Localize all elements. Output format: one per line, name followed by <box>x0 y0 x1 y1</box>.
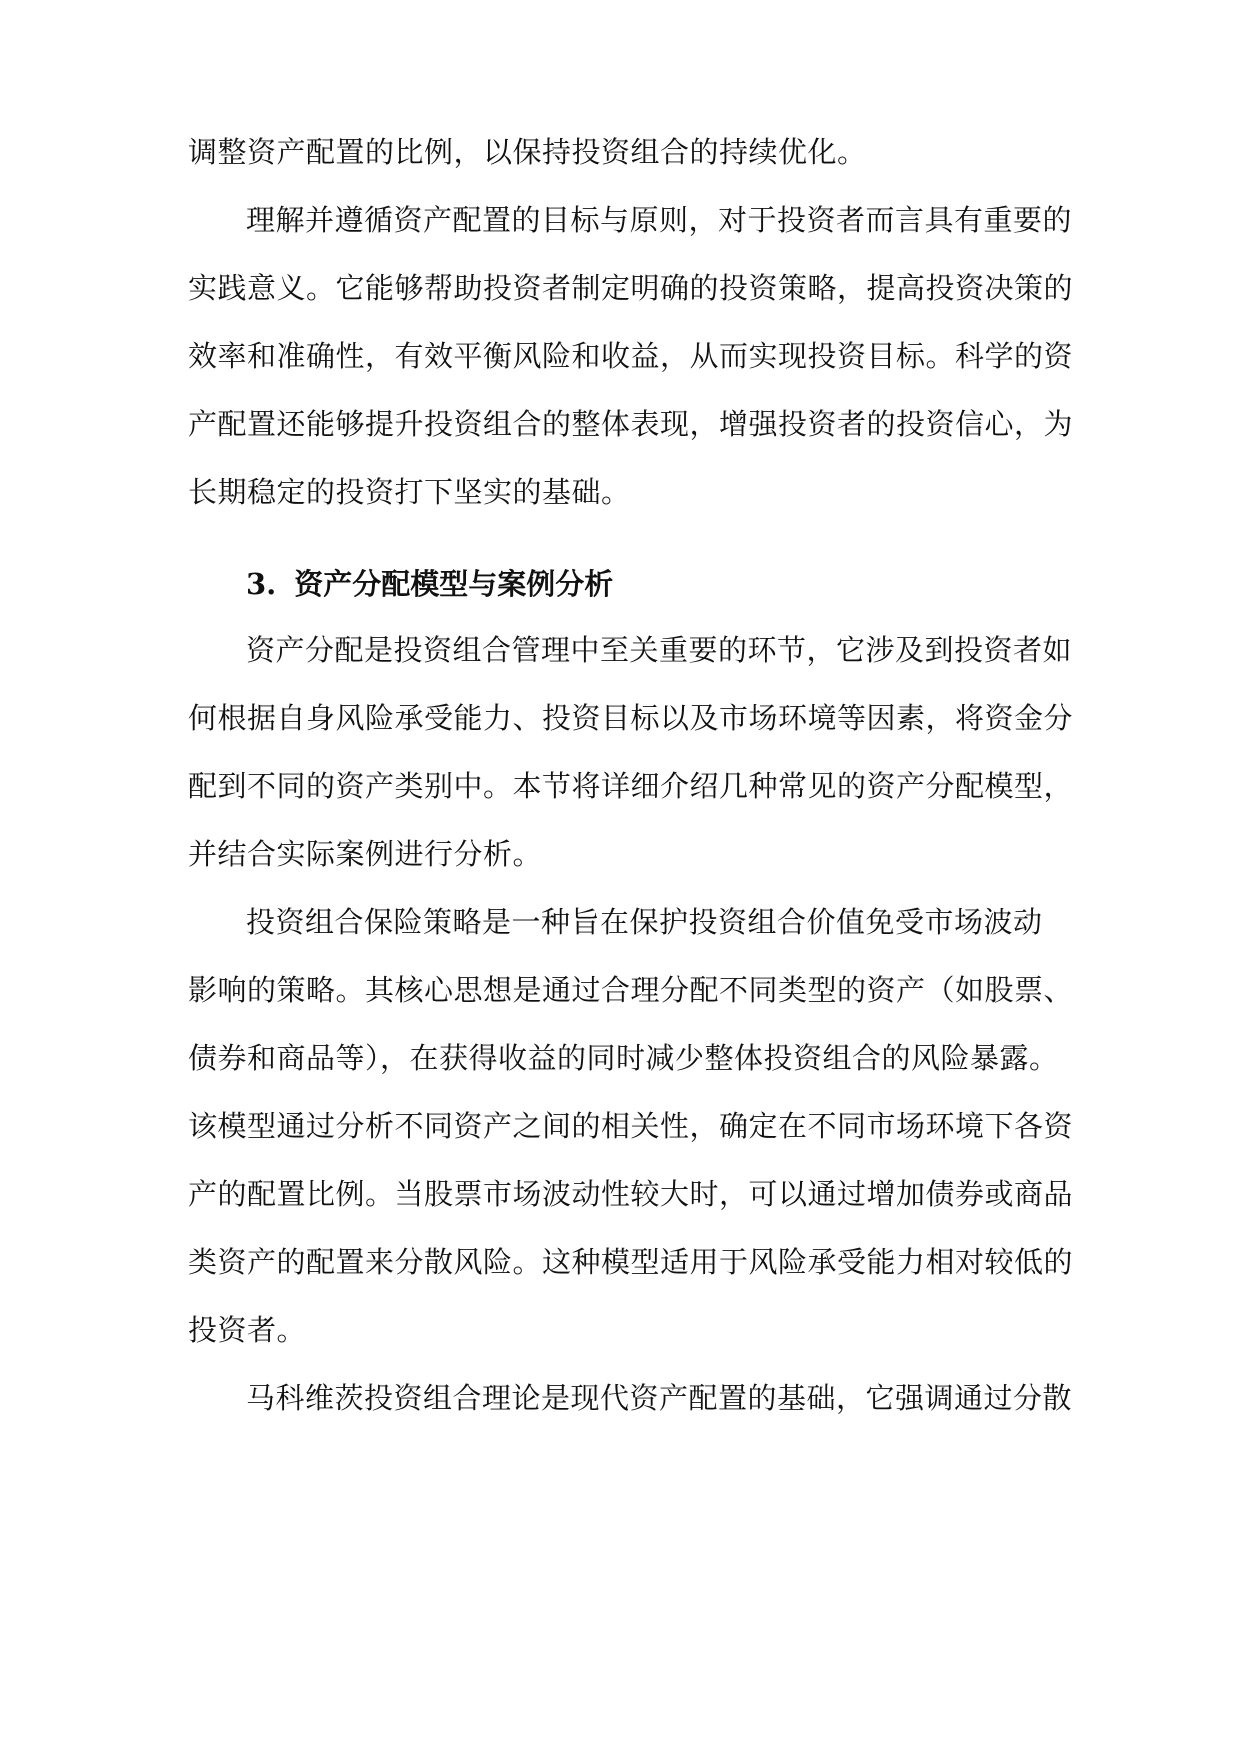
section-title: 资产分配模型与案例分析 <box>294 567 614 601</box>
paragraph-line: 并结合实际案例进行分析。 <box>188 837 543 871</box>
paragraph-line: 该模型通过分析不同资产之间的相关性，确定在不同市场环境下各资 <box>188 1109 1074 1143</box>
paragraph-line: 债券和商品等），在获得收益的同时减少整体投资组合的风险暴露。 <box>188 1041 1059 1075</box>
paragraph-line: 调整资产配置的比例，以保持投资组合的持续优化。 <box>188 135 867 169</box>
paragraph-line: 何根据自身风险承受能力、投资目标以及市场环境等因素，将资金分 <box>188 701 1074 735</box>
paragraph-line: 影响的策略。其核心思想是通过合理分配不同类型的资产（如股票、 <box>188 973 1074 1007</box>
paragraph-line: 资产分配是投资组合管理中至关重要的环节，它涉及到投资者如 <box>246 633 1073 667</box>
paragraph-line: 长期稳定的投资打下坚实的基础。 <box>188 475 631 509</box>
paragraph-line: 马科维茨投资组合理论是现代资产配置的基础，它强调通过分散 <box>246 1381 1073 1415</box>
paragraph-line: 投资者。 <box>188 1313 307 1347</box>
section-number: 3. <box>246 567 277 601</box>
paragraph-line: 产的配置比例。当股票市场波动性较大时，可以通过增加债券或商品 <box>188 1177 1074 1211</box>
paragraph-line: 配到不同的资产类别中。本节将详细介绍几种常见的资产分配模型， <box>188 769 1074 803</box>
paragraph-line: 产配置还能够提升投资组合的整体表现，增强投资者的投资信心，为 <box>188 407 1074 441</box>
paragraph-line: 理解并遵循资产配置的目标与原则，对于投资者而言具有重要的 <box>246 203 1073 237</box>
paragraph-line: 类资产的配置来分散风险。这种模型适用于风险承受能力相对较低的 <box>188 1245 1074 1279</box>
paragraph-line: 实践意义。它能够帮助投资者制定明确的投资策略，提高投资决策的 <box>188 271 1074 305</box>
paragraph-line: 效率和准确性，有效平衡风险和收益，从而实现投资目标。科学的资 <box>188 339 1074 373</box>
section-heading <box>246 566 613 602</box>
paragraph-line: 投资组合保险策略是一种旨在保护投资组合价值免受市场波动 <box>246 905 1043 939</box>
